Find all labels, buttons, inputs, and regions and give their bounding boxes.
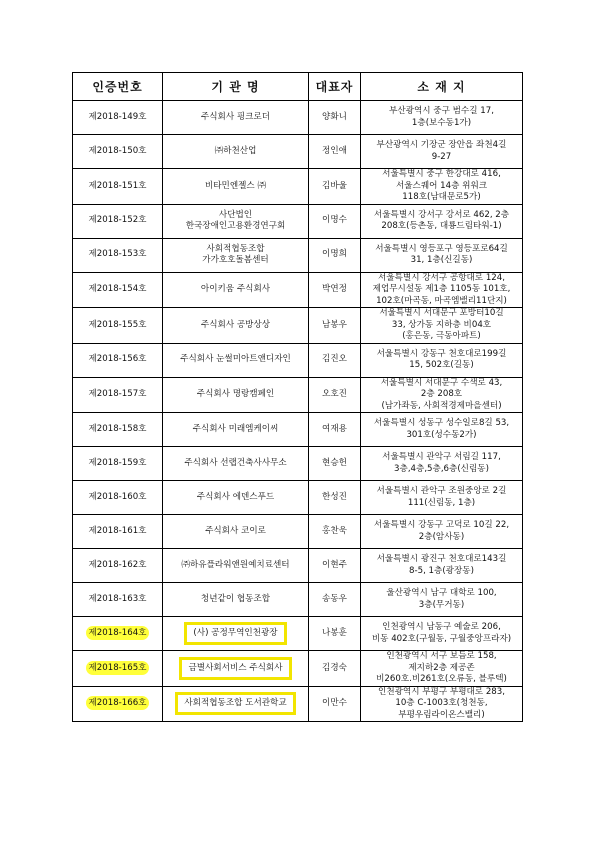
address-line: 9-27 [431,151,452,162]
cert-number: 제2018-154호 [88,284,147,294]
table-row [73,413,523,447]
cert-number-cell [73,447,163,481]
org-name [202,244,268,266]
address-line: 15, 502호(길동) [409,360,474,370]
org-name [205,181,266,191]
org-name [197,389,274,399]
representative: 홍찬욱 [309,515,361,549]
table-header-row [73,73,523,101]
cert-number: 제2018-149호 [88,111,147,122]
org-name-line: ㈜하천산업 [214,145,257,156]
cert-number-cell [73,204,163,238]
org-name-line: 사단법인 [218,209,253,220]
address-cell [361,686,523,722]
address-line: 3층,4층,5층,6층(신림동) [394,463,489,474]
address-line: 111(신림동, 1층) [407,497,476,508]
address-line: 208호(등촌동, 대룡드림타워-1) [381,221,502,231]
address-cell [361,343,523,377]
org-name-cell [163,583,309,617]
representative: 이명수 [309,204,361,238]
org-name [205,526,266,536]
address-line: 31, 1층(신길동) [410,255,473,265]
org-name-line: 금별사회서비스 주식회사 [188,662,283,673]
representative: 이명희 [309,238,361,272]
representative: 이현주 [309,549,361,583]
org-name-line: 주식회사 미래엠케이씨 [192,423,279,434]
address-cell [361,169,523,205]
table-row [73,617,523,651]
representative: 오호진 [309,377,361,413]
address-line: 서울특별시 관악구 서림길 117, [382,452,501,462]
representative: 송동우 [309,583,361,617]
address-line: 서울특별시 관악구 조원중앙로 2길 [376,486,507,496]
table-row [73,583,523,617]
cert-number-cell [73,169,163,205]
table-row [73,515,523,549]
address-line: 울산광역시 남구 대학로 100, [386,588,497,598]
table-row [73,651,523,687]
org-name-line: 한국장애인고용환경연구회 [185,221,286,231]
org-name-cell [163,549,309,583]
cert-number-cell [73,101,163,135]
org-name-line: 아이키움 주식회사 [200,284,271,294]
org-name-line: 사회적협동조합 [206,243,265,254]
org-name-line: 청년같이 협동조합 [200,593,271,604]
address-line: 8-5, 1층(광장동) [409,565,474,576]
cert-number: 제2018-153호 [88,249,147,260]
address-line: 서울특별시 성동구 성수일로8길 53, [373,418,510,428]
cert-number: 제2018-156호 [88,354,147,365]
org-name [184,458,286,468]
org-name [197,492,274,502]
address-line: 서울스퀘어 14층 위워크 [395,180,488,191]
table-row [73,343,523,377]
org-name-line: 주식회사 코이로 [205,525,266,536]
address-line: 33, 상가동 지하층 비04호 [391,319,492,330]
org-name [186,210,286,232]
table-row [73,272,523,308]
org-name [201,284,270,294]
representative: 한성진 [309,481,361,515]
table-row [73,481,523,515]
address-line: (홍은동, 극동아파트) [402,331,481,341]
cert-number: 제2018-152호 [88,215,147,226]
org-name-cell [163,481,309,515]
cert-number: 제2018-160호 [88,491,147,502]
cert-number-cell [73,617,163,651]
address-cell [361,413,523,447]
cert-number-cell [73,377,163,413]
cert-number: 제2018-166호 [86,696,150,710]
table-row [73,308,523,344]
org-name-cell [163,238,309,272]
org-name-line: 주식회사 공방상상 [200,319,271,330]
address-cell [361,272,523,308]
table-row [73,101,523,135]
representative: 나봉훈 [309,617,361,651]
address-line: 2층(암사동) [418,531,465,542]
address-line: 제지하2층 제공존 [408,662,475,673]
address-line: 10층 C-1003호(청천동, [395,698,488,708]
address-line: 제업무시설동 제1층 1105동 101호, [372,284,511,294]
org-name [215,146,257,156]
address-line: 부산광역시 중구 범수길 17, [389,106,494,116]
table-row [73,238,523,272]
representative: 양화니 [309,101,361,135]
address-cell [361,481,523,515]
address-cell [361,651,523,687]
org-name-line: 주식회사 핑크로더 [200,111,271,122]
cert-number: 제2018-164호 [86,626,150,640]
org-name [180,354,291,364]
org-name-cell [163,617,309,651]
address-line: 비260호.비261호(오류동, 블루텍) [376,674,507,684]
org-name-cell [163,308,309,344]
org-name-cell [163,135,309,169]
address-line: 1층(보수동1가) [411,117,472,128]
header-representative: 대표자 [309,73,361,101]
org-name-cell [163,377,309,413]
representative: 박연정 [309,272,361,308]
cert-number-cell [73,583,163,617]
address-cell [361,617,523,651]
org-name-cell [163,515,309,549]
table-row [73,204,523,238]
address-line: 인천광역시 부평구 부평대로 283, [378,686,505,697]
representative: 김바울 [309,169,361,205]
cert-number-cell [73,238,163,272]
address-line: 서울특별시 서대문구 포방터10길 [379,308,504,318]
org-name-cell [163,204,309,238]
table-row [73,135,523,169]
address-line: 118호(남대문로5가) [402,192,481,202]
cert-number-cell [73,272,163,308]
address-cell [361,204,523,238]
address-line: 서울특별시 중구 한강대로 416, [382,169,501,179]
address-line: 인천광역시 서구 보듬로 158, [386,651,497,661]
org-name [201,594,270,604]
org-name-cell [163,272,309,308]
table-row [73,686,523,722]
cert-number-cell [73,515,163,549]
org-name-line: 주식회사 눈썰미아트앤디자인 [180,354,291,365]
header-address: 소 재 지 [361,73,523,101]
representative: 남봉우 [309,308,361,344]
org-name [184,622,286,645]
address-line: (남가좌동, 사회적경제마을센터) [381,400,502,411]
table-row [73,169,523,205]
address-line: 인천광역시 남동구 예술로 206, [382,622,501,632]
header-cert-number: 인증번호 [73,73,163,101]
org-name-line: 비타민엔젤스 ㈜ [204,180,267,191]
address-cell [361,549,523,583]
address-cell [361,515,523,549]
address-line: 102호(마곡동, 마곡엠밸리11단지) [376,295,507,306]
address-cell [361,583,523,617]
cert-number: 제2018-162호 [88,559,147,570]
cert-number: 제2018-159호 [88,457,147,468]
address-line: 서울특별시 강동구 고덕로 10길 22, [373,520,510,530]
address-line: 서울특별시 광진구 천호대로143길 [376,554,507,564]
address-line: 서울특별시 강서구 공항대로 124, [378,272,505,283]
cert-number: 제2018-151호 [88,180,147,191]
address-cell [361,308,523,344]
address-line: 부산광역시 기장군 장안읍 좌천4길 [376,140,507,150]
address-line: 3층(무거동) [418,599,465,610]
org-name-cell [163,343,309,377]
cert-number-cell [73,686,163,722]
representative: 여재용 [309,413,361,447]
org-name-line: (사) 공정무역인천광장 [193,628,278,638]
org-name-cell [163,447,309,481]
org-name [175,692,295,715]
table-body [73,101,523,722]
address-line: 서울특별시 강서구 강서로 462, 2층 [373,209,510,220]
address-cell [361,377,523,413]
cert-number: 제2018-161호 [88,525,147,536]
cert-number: 제2018-158호 [88,423,147,434]
org-name-line: 주식회사 선랩건축사사무소 [184,457,287,468]
cert-number-cell [73,413,163,447]
address-line: 비동 402호(구월동, 구월중앙프라자) [371,633,512,644]
address-line: 서울특별시 영등포구 영등포로64길 [375,243,508,254]
cert-number-cell [73,481,163,515]
address-line: 부평우림라이온스밸리) [398,709,485,720]
representative: 이만수 [309,686,361,722]
org-name [181,560,289,570]
cert-number-cell [73,308,163,344]
cert-number-cell [73,651,163,687]
address-cell [361,135,523,169]
representative: 김경숙 [309,651,361,687]
certification-table [72,72,523,722]
address-line: 2층 208호 [420,389,463,399]
org-name-cell [163,413,309,447]
cert-number: 제2018-165호 [86,661,150,675]
org-name-cell [163,686,309,722]
cert-number: 제2018-155호 [88,319,147,330]
org-name [201,320,270,330]
cert-number-cell [73,343,163,377]
address-line: 서울특별시 서대문구 수색로 43, [380,377,503,388]
representative: 김진오 [309,343,361,377]
cert-number-cell [73,549,163,583]
address-cell [361,447,523,481]
cert-number: 제2018-157호 [88,389,147,399]
cert-number-cell [73,135,163,169]
org-name [179,657,291,680]
org-name-cell [163,169,309,205]
org-name-line: 가가호호돌봄센터 [202,255,269,265]
org-name [201,112,270,122]
table-row [73,377,523,413]
table-row [73,447,523,481]
org-name-cell [163,651,309,687]
cert-number: 제2018-163호 [88,593,147,604]
org-name-line: ㈜하유플라워앤원예치료센터 [181,559,290,570]
address-cell [361,238,523,272]
representative: 현승헌 [309,447,361,481]
representative: 정인애 [309,135,361,169]
header-org-name: 기 관 명 [163,73,309,101]
cert-number: 제2018-150호 [88,145,147,156]
table-row [73,549,523,583]
org-name [193,424,279,434]
address-line: 301호(성수동2가) [406,429,477,440]
org-name-line: 사회적협동조합 도서관학교 [184,698,287,709]
address-line: 서울특별시 강동구 천호대로199길 [376,348,507,359]
address-cell [361,101,523,135]
org-name-line: 주식회사 에덴스푸드 [196,491,275,502]
org-name-cell [163,101,309,135]
org-name-line: 주식회사 명랑캠페인 [196,389,275,399]
